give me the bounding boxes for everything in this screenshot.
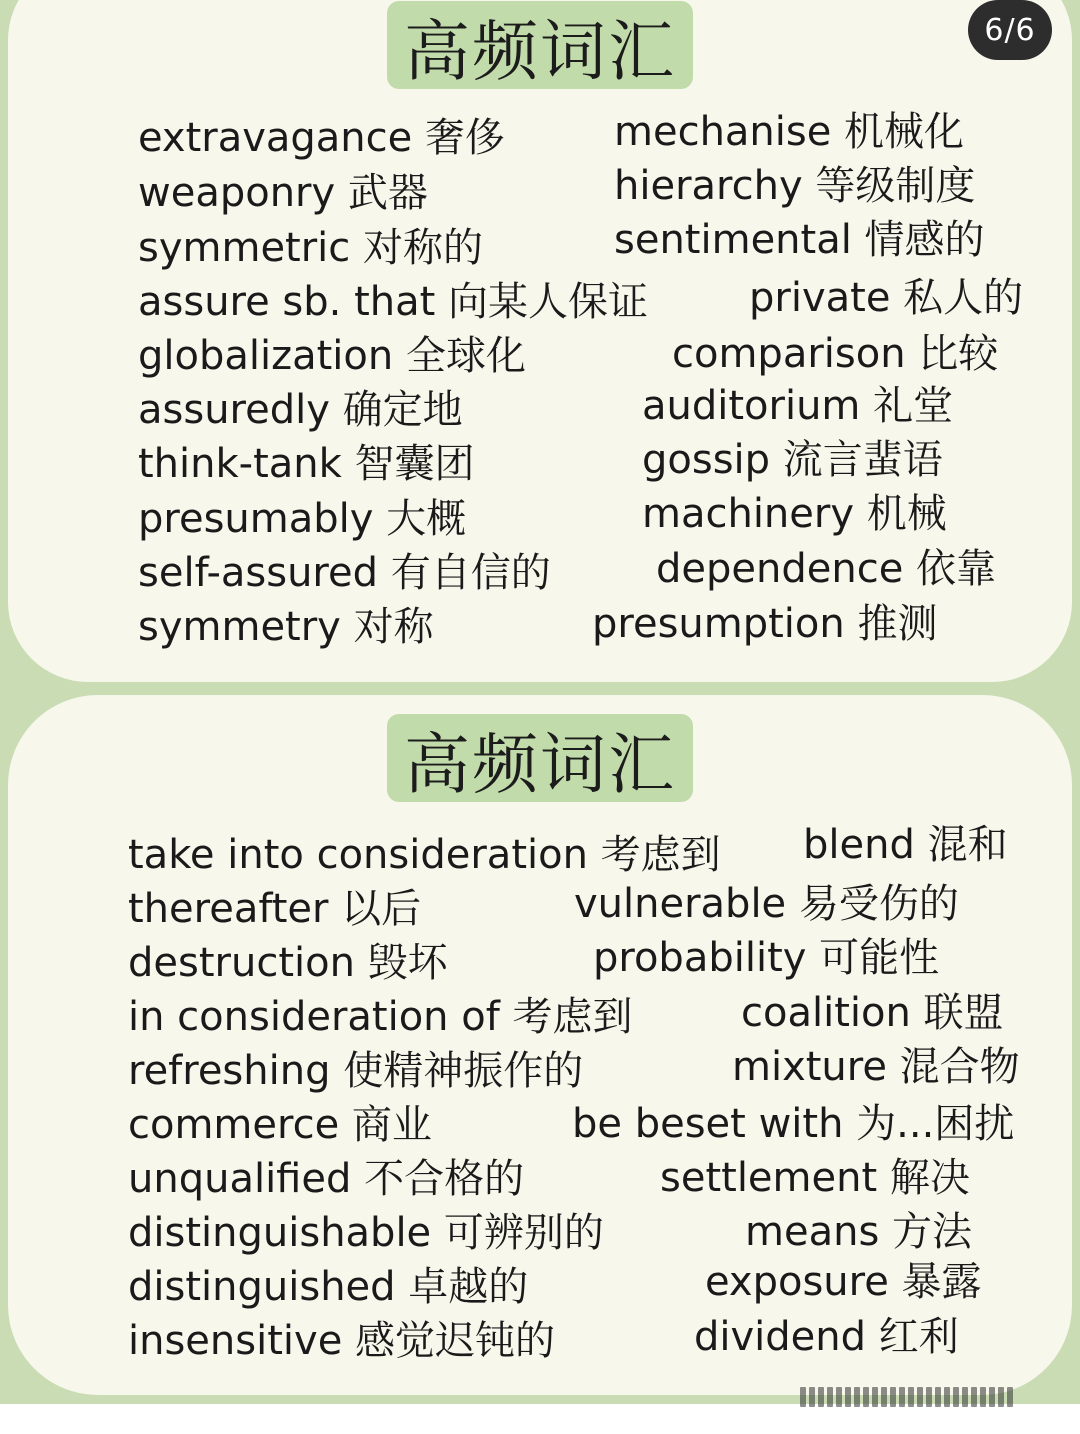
card-1-title: 高频词汇	[387, 1, 693, 89]
vocab-item: symmetry 对称	[138, 604, 434, 650]
vocab-item: assuredly 确定地	[138, 387, 463, 433]
vocab-item: presumption 推测	[592, 601, 938, 647]
vocab-item: distinguished 卓越的	[128, 1264, 529, 1310]
vocab-item: mixture 混合物	[732, 1044, 1020, 1090]
vocab-item: blend 混和	[803, 822, 1008, 868]
vocab-item: means 方法	[745, 1209, 972, 1255]
vocab-item: hierarchy 等级制度	[614, 163, 976, 209]
vocab-item: machinery 机械	[642, 491, 947, 537]
vocab-item: mechanise 机械化	[614, 109, 965, 155]
vocab-item: think-tank 智囊团	[138, 441, 475, 487]
vocab-item: self-assured 有自信的	[138, 550, 551, 596]
vocab-item: be beset with 为...困扰	[572, 1101, 1015, 1147]
vocab-item: probability 可能性	[593, 935, 940, 981]
vocab-item: commerce 商业	[128, 1102, 432, 1148]
vocab-item: distinguishable 可辨别的	[128, 1210, 604, 1256]
vocab-item: auditorium 礼堂	[642, 383, 954, 429]
vocab-item: exposure 暴露	[705, 1259, 982, 1305]
vocab-item: dividend 红利	[694, 1314, 959, 1360]
vocab-item: assure sb. that 向某人保证	[138, 279, 649, 325]
page-counter-badge: 6/6	[968, 0, 1052, 60]
vocab-item: vulnerable 易受伤的	[574, 881, 959, 927]
vocab-item: take into consideration 考虑到	[128, 832, 721, 878]
vocab-item: sentimental 情感的	[614, 217, 985, 263]
vocab-item: settlement 解决	[660, 1155, 970, 1201]
vocab-item: weaponry 武器	[138, 170, 428, 216]
vocab-item: destruction 毁坏	[128, 940, 448, 986]
vocab-item: insensitive 感觉迟钝的	[128, 1318, 556, 1364]
vocab-item: thereafter 以后	[128, 886, 422, 932]
vocab-item: comparison 比较	[672, 331, 999, 377]
vocab-item: dependence 依靠	[656, 546, 997, 592]
vocab-item: globalization 全球化	[138, 333, 526, 379]
vocab-item: symmetric 对称的	[138, 225, 483, 271]
vocab-item: in consideration of 考虑到	[128, 994, 633, 1040]
vocab-item: gossip 流言蜚语	[642, 437, 943, 483]
watermark	[800, 1384, 1056, 1410]
vocab-item: refreshing 使精神振作的	[128, 1048, 584, 1094]
vocab-item: presumably 大概	[138, 496, 467, 542]
card-2-title: 高频词汇	[387, 714, 693, 802]
vocab-item: unqualified 不合格的	[128, 1156, 525, 1202]
vocab-item: coalition 联盟	[741, 990, 1004, 1036]
vocab-item: private 私人的	[749, 275, 1024, 321]
vocab-item: extravagance 奢侈	[138, 115, 505, 161]
